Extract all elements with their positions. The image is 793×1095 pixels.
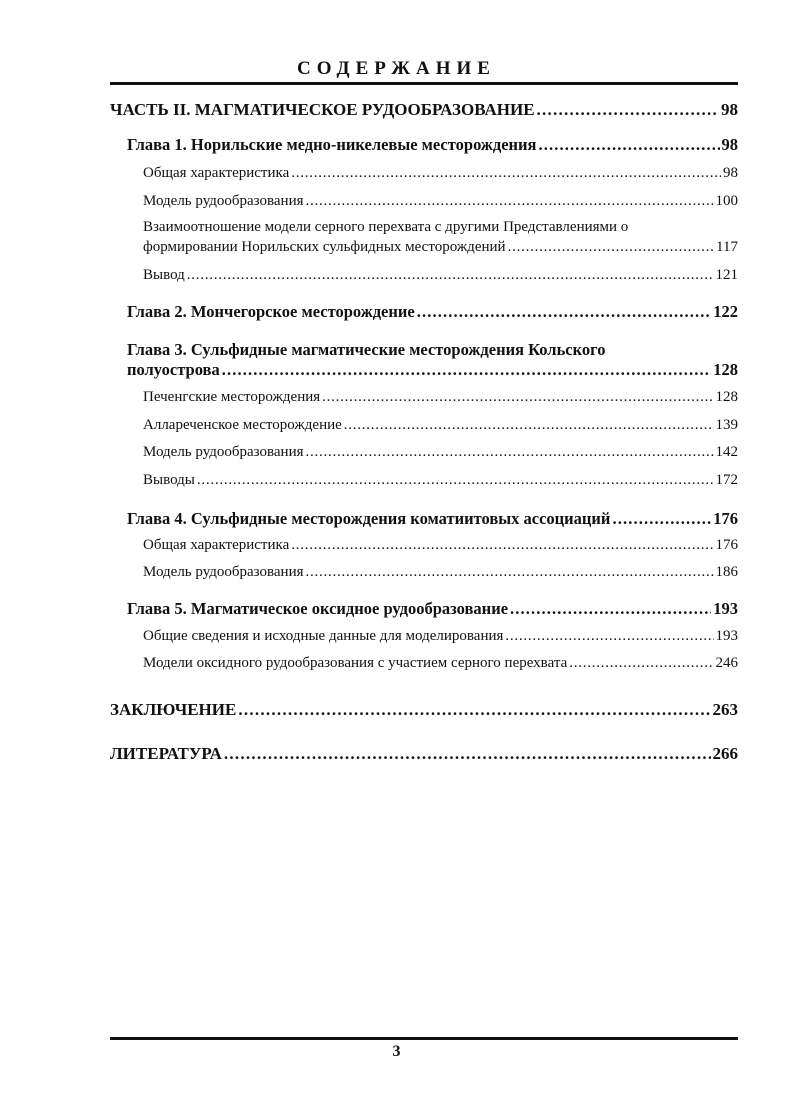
toc-entry-chapter-4[interactable] bbox=[127, 511, 738, 528]
dot-leader bbox=[306, 565, 714, 580]
toc-entry-page: 186 bbox=[715, 564, 738, 580]
dot-leader bbox=[238, 701, 710, 718]
toc-entry-label: Печенгские месторождения bbox=[143, 389, 321, 405]
toc-entry-section[interactable] bbox=[143, 194, 738, 209]
toc-entry-label: ЛИТЕРАТУРА bbox=[110, 744, 222, 763]
page-number: 3 bbox=[392, 1043, 401, 1060]
toc-entry-page: 193 bbox=[713, 599, 738, 618]
dot-leader bbox=[569, 656, 713, 671]
toc-entry-label: Глава 1. Норильские медно-никелевые месторождения bbox=[127, 135, 537, 154]
toc-entry-page: 98 bbox=[721, 135, 738, 154]
toc-entry-label: Модели оксидного рудообразования с участием серного перехвата bbox=[143, 655, 568, 671]
toc-entry-section[interactable] bbox=[143, 629, 738, 644]
toc-entry-page: 122 bbox=[713, 302, 738, 321]
toc-entry-label: Общая характеристика bbox=[143, 165, 290, 181]
toc-entry-label: формировании Норильских сульфидных месторождений bbox=[143, 239, 506, 255]
toc-entry-label: Общая характеристика bbox=[143, 537, 290, 553]
dot-leader bbox=[537, 101, 719, 118]
toc-entry-chapter-3-line1[interactable]: Глава 3. Сульфидные магматические месторождения Кольского bbox=[127, 340, 606, 359]
dot-leader bbox=[538, 137, 719, 154]
page-title: СОДЕРЖАНИЕ bbox=[297, 58, 496, 79]
toc-entry-page: 263 bbox=[712, 700, 738, 719]
toc-entry-page: 139 bbox=[715, 417, 738, 433]
toc-entry-label: ЗАКЛЮЧЕНИЕ bbox=[110, 700, 237, 719]
toc-entry-label: Глава 5. Магматическое оксидное рудообразование bbox=[127, 599, 509, 618]
toc-entry-section[interactable] bbox=[143, 538, 738, 553]
toc-entry-label: Выводы bbox=[143, 472, 195, 488]
dot-leader bbox=[508, 240, 714, 255]
dot-leader bbox=[612, 511, 711, 528]
toc-entry-section[interactable] bbox=[143, 656, 738, 671]
toc-entry-page: 172 bbox=[715, 472, 738, 488]
dot-leader bbox=[417, 304, 712, 321]
toc-entry-section[interactable] bbox=[143, 268, 738, 283]
dot-leader bbox=[187, 268, 714, 283]
toc-entry-section[interactable] bbox=[143, 473, 738, 488]
dot-leader bbox=[344, 418, 714, 433]
toc-entry-chapter-1[interactable] bbox=[127, 137, 738, 154]
toc-entry-page: 128 bbox=[713, 360, 738, 379]
toc-entry-page: 193 bbox=[715, 628, 738, 644]
toc-entry-literature[interactable] bbox=[110, 745, 738, 762]
toc-entry-part-2[interactable] bbox=[110, 101, 738, 118]
toc-entry-page: 176 bbox=[713, 509, 738, 528]
toc-entry-page: 142 bbox=[715, 444, 738, 460]
dot-leader bbox=[510, 601, 711, 618]
toc-entry-section[interactable] bbox=[143, 166, 738, 181]
bottom-rule bbox=[110, 1037, 738, 1040]
toc-entry-label: Общие сведения и исходные данные для моделирования bbox=[143, 628, 504, 644]
dot-leader bbox=[322, 390, 713, 405]
toc-entry-page: 176 bbox=[715, 537, 738, 553]
toc-entry-label: Модель рудообразования bbox=[143, 193, 304, 209]
toc-entry-label: Аллареченское месторождение bbox=[143, 417, 342, 433]
toc-entry-section[interactable] bbox=[143, 445, 738, 460]
dot-leader bbox=[224, 745, 711, 762]
dot-leader bbox=[291, 538, 713, 553]
toc-entry-page: 98 bbox=[723, 165, 738, 181]
toc-entry-page: 246 bbox=[715, 655, 738, 671]
toc-entry-label: Модель рудообразования bbox=[143, 564, 304, 580]
toc-entry-section[interactable] bbox=[143, 418, 738, 433]
toc-entry-label: Модель рудообразования bbox=[143, 444, 304, 460]
toc-entry-page: 266 bbox=[712, 744, 738, 763]
toc-entry-label: Глава 4. Сульфидные месторождения коматиитовых ассоциаций bbox=[127, 509, 611, 528]
toc-entry-page: 121 bbox=[715, 267, 738, 283]
toc-entry-section[interactable] bbox=[143, 565, 738, 580]
toc-entry-conclusion[interactable] bbox=[110, 701, 738, 718]
toc-entry-label: Вывод bbox=[143, 267, 185, 283]
toc-entry-section[interactable] bbox=[143, 390, 738, 405]
toc-entry-section[interactable] bbox=[143, 240, 738, 255]
toc-entry-chapter-5[interactable] bbox=[127, 601, 738, 618]
dot-leader bbox=[306, 445, 714, 460]
toc-entry-page: 100 bbox=[715, 193, 738, 209]
dot-leader bbox=[306, 194, 714, 209]
toc-entry-label: полуострова bbox=[127, 360, 220, 379]
dot-leader bbox=[222, 362, 712, 379]
toc-entry-label-line1[interactable]: Взаимоотношение модели серного перехвата с другими Представлениями о bbox=[143, 219, 629, 235]
toc-entry-page: 128 bbox=[715, 389, 738, 405]
toc-entry-label: Глава 2. Мончегорское месторождение bbox=[127, 302, 415, 321]
dot-leader bbox=[291, 166, 721, 181]
toc-entry-chapter-3[interactable] bbox=[127, 362, 738, 379]
dot-leader bbox=[197, 473, 714, 488]
toc-entry-page: 117 bbox=[716, 239, 738, 255]
dot-leader bbox=[505, 629, 713, 644]
toc-entry-page: 98 bbox=[721, 100, 738, 119]
toc-entry-chapter-2[interactable] bbox=[127, 304, 738, 321]
toc-entry-label: ЧАСТЬ II. МАГМАТИЧЕСКОЕ РУДООБРАЗОВАНИЕ bbox=[110, 100, 535, 119]
top-rule bbox=[110, 82, 738, 85]
